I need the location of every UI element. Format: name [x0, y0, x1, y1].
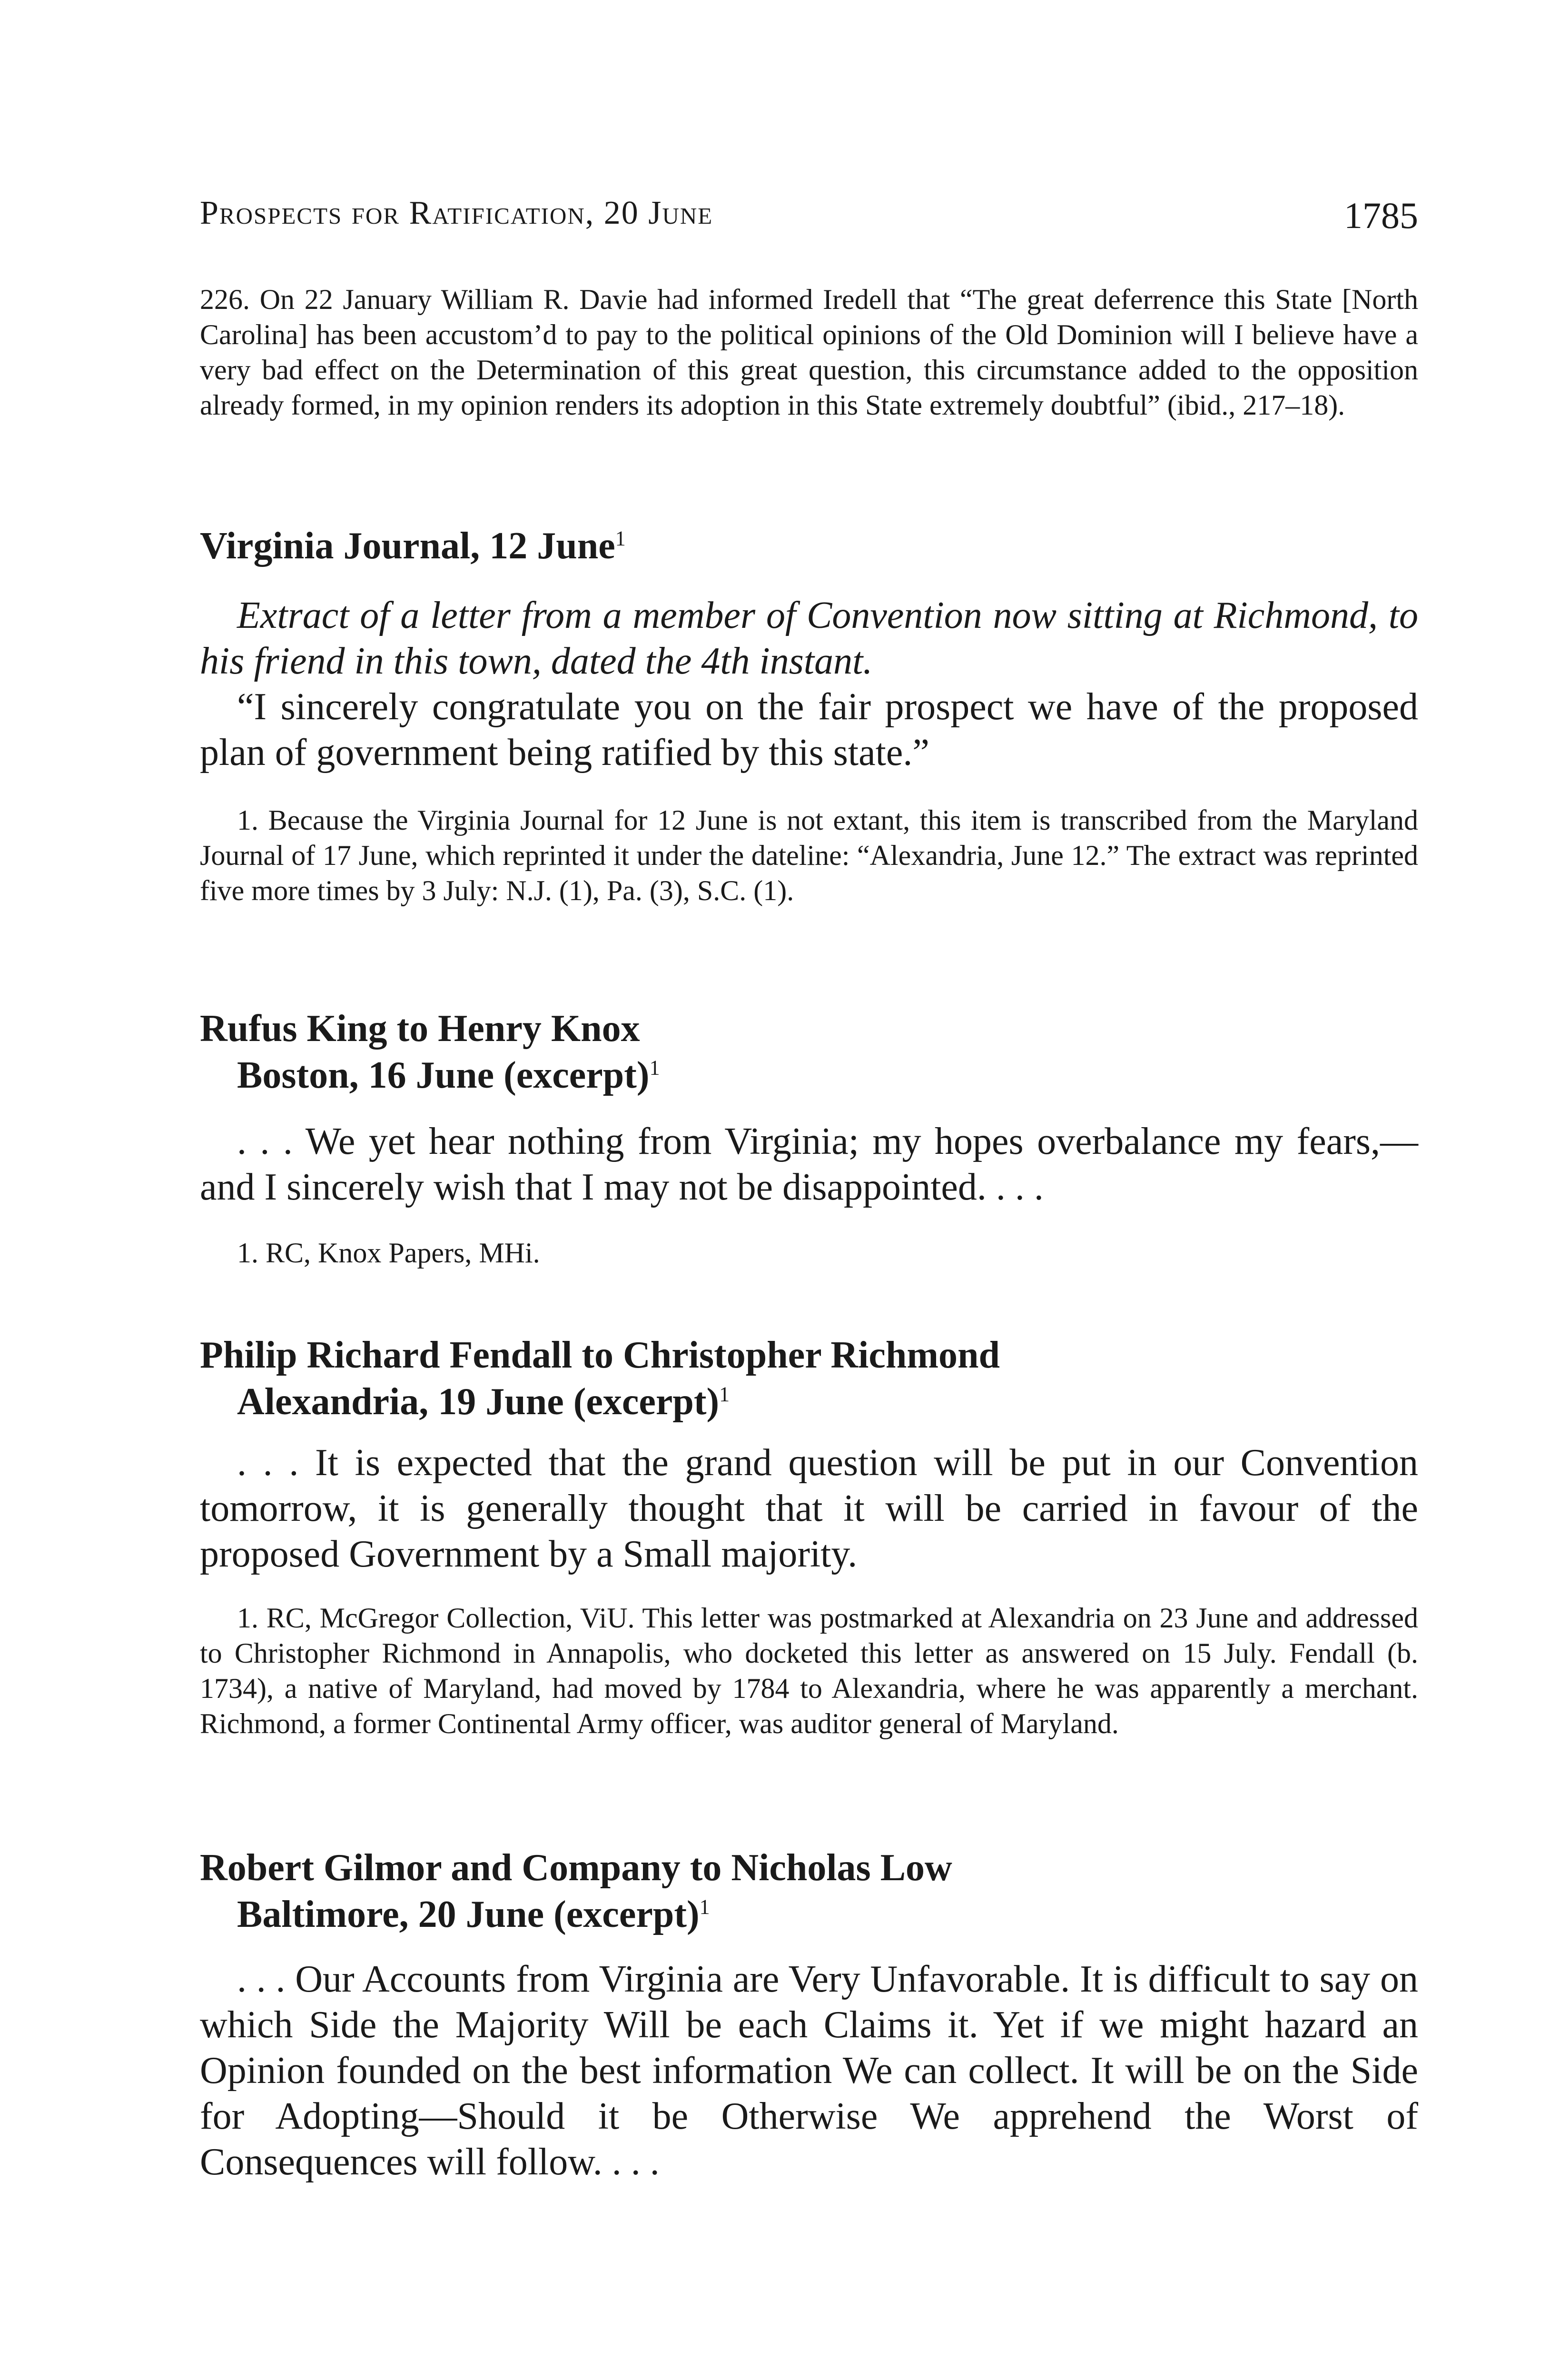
continued-footnote: 226. On 22 January William R. Davie had informed Iredell that “The great deferrence this State [North Carolina] has been accustom’d to pay to the political opinions of the Old Dominion will I believe have a very bad effect on the Determination of this great question, this circumstance added to the opposition already formed, in my opinion renders its adoption in this State extremely doubtful” (ibid., 217–18).: [200, 284, 1418, 421]
running-title: Prospects for Ratification, 20 June: [200, 195, 713, 231]
section-heading-virginia-journal: [200, 523, 1418, 569]
letter-body: . . . It is expected that the grand question will be put in our Convention tomorrow, it is generally thought that it will be carried in favour of the proposed Government by a Small majority.: [200, 1442, 1418, 1575]
footnote: 1. Because the Virginia Journal for 12 June is not extant, this item is transcribed from the Maryland Journal of 17 June, which reprinted it under the dateline: “Alexandria, June 12.” The extract was reprinted five more times by 3 July: N.J. (1), Pa. (3), S.C. (1).: [200, 804, 1418, 906]
letter-body: “I sincerely congratulate you on the fair prospect we have of the proposed plan of government being ratified by this state.”: [200, 686, 1418, 774]
letter-intro: Extract of a letter from a member of Convention now sitting at Richmond, to his friend in this town, dated the 4th instant.: [200, 595, 1418, 682]
section-heading-title: Rufus King to Henry Knox: [200, 1008, 640, 1050]
section-heading-title: Virginia Journal, 12 June: [200, 525, 615, 567]
footnote-marker: 1: [719, 1382, 730, 1406]
letter-body: . . . We yet hear nothing from Virginia; my hopes overbalance my fears,—and I sincerely wish that I may not be disappointed. . . .: [200, 1121, 1418, 1208]
footnote-marker: 1: [699, 1895, 710, 1919]
letter-body: . . . Our Accounts from Virginia are Very Unfavorable. It is difficult to say on which Side the Majority Will be each Claims it. Yet if we might hazard an Opinion founded on the best information We can collect. It will be on the Side for Adopting—Should it be Otherwise We apprehend the Worst of Consequences will follow. . . .: [200, 1958, 1418, 2183]
section-heading-dateline: Boston, 16 June (excerpt)$^1$: [237, 1054, 660, 1096]
section-heading-dateline: Baltimore, 20 June (excerpt)$^1$: [237, 1894, 710, 1935]
footnote-marker: 1: [615, 526, 626, 550]
section-heading-dateline: Alexandria, 19 June (excerpt)$^1$: [237, 1381, 730, 1423]
section-heading-king-knox: [200, 1005, 1418, 1099]
footnote-marker: 1: [649, 1056, 660, 1080]
section-heading-title: Robert Gilmor and Company to Nicholas Low: [200, 1847, 952, 1889]
section-heading-fendall-richmond: [200, 1332, 1418, 1425]
section-heading-title: Philip Richard Fendall to Christopher Richmond: [200, 1334, 1000, 1376]
running-head: [200, 194, 1418, 237]
footnote: 1. RC, McGregor Collection, ViU. This letter was postmarked at Alexandria on 23 June and addressed to Christopher Richmond in Annapolis, who docketed this letter as answered on 15 July. Fendall (b. 1734), a native of Maryland, had moved by 1784 to Alexandria, where he was apparently a merchant. Richmond, a former Continental Army officer, was auditor general of Maryland.: [200, 1602, 1418, 1739]
section-heading-gilmor-low: [200, 1844, 1418, 1938]
page-number: 1785: [1344, 195, 1418, 236]
footnote: 1. RC, Knox Papers, MHi.: [237, 1237, 540, 1269]
